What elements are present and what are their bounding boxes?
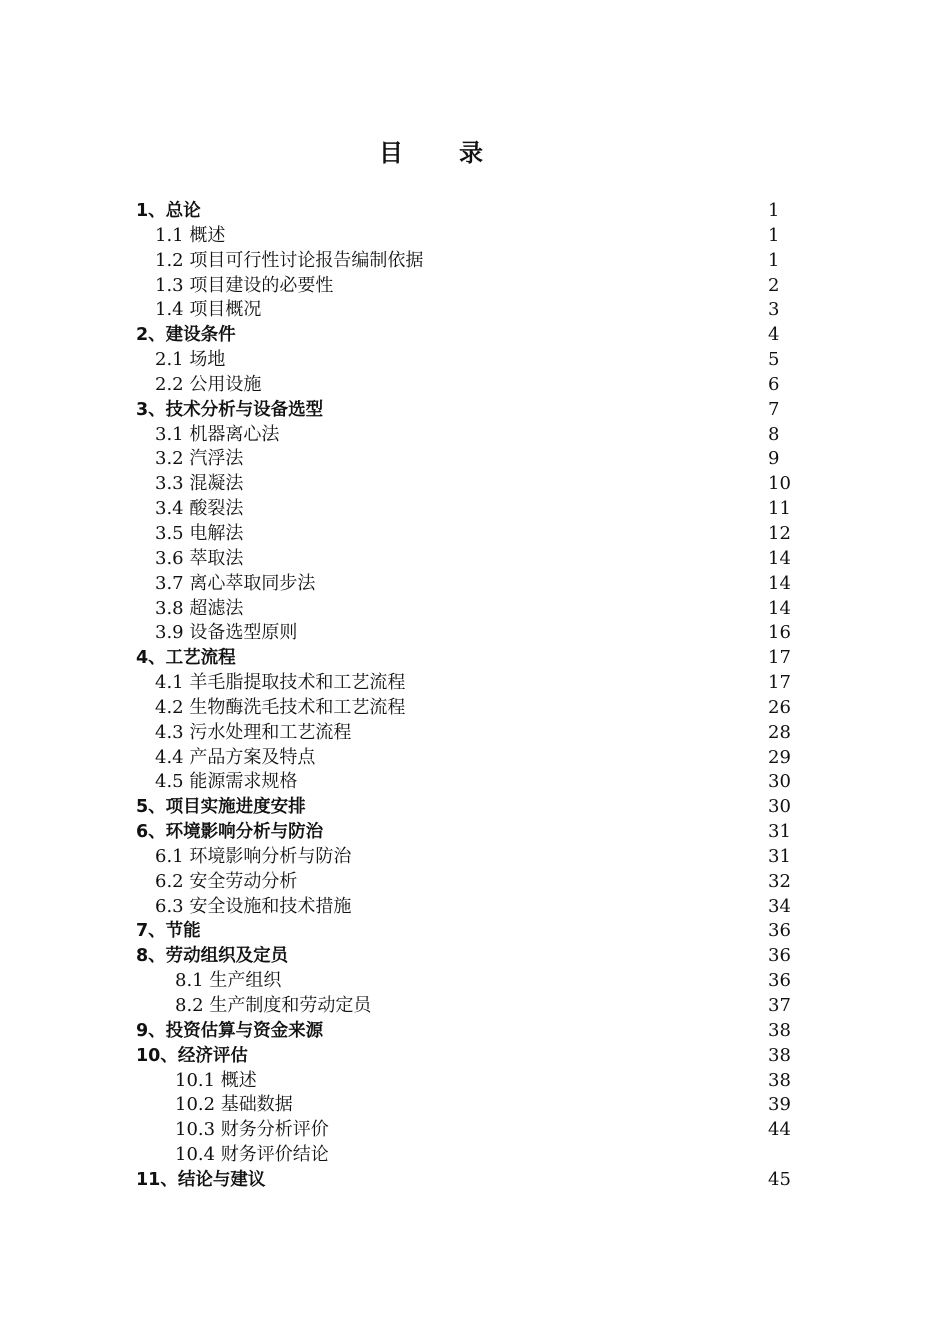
toc-entry-label: 3、技术分析与设备选型 <box>136 399 324 420</box>
toc-entry[interactable] <box>136 423 792 448</box>
toc-entry[interactable] <box>136 298 792 323</box>
toc-entry-label: 2.1 场地 <box>155 349 226 371</box>
toc-entry-page-number: 3 <box>768 299 780 321</box>
toc-entry-label: 3.4 酸裂法 <box>155 498 244 520</box>
toc-entry-label: 4.2 生物酶洗毛技术和工艺流程 <box>155 696 406 718</box>
toc-entry-page-number: 36 <box>768 920 791 942</box>
toc-entry[interactable] <box>136 795 792 820</box>
toc-entry-page-number: 26 <box>768 696 791 718</box>
toc-entry-label: 8.2 生产制度和劳动定员 <box>175 995 372 1016</box>
toc-entry-page-number: 17 <box>768 672 791 694</box>
toc-entry-page-number: 11 <box>768 498 791 520</box>
toc-entry[interactable] <box>136 323 792 348</box>
toc-entry-label: 3.7 离心萃取同步法 <box>155 572 316 594</box>
toc-entry[interactable] <box>136 1019 792 1044</box>
toc-entry-label: 4.1 羊毛脂提取技术和工艺流程 <box>155 672 406 694</box>
toc-entry-page-number: 7 <box>768 398 780 420</box>
toc-entry-page-number: 12 <box>768 522 791 544</box>
toc-entry-page-number: 14 <box>768 547 791 569</box>
toc-entry-label: 10、经济评估 <box>136 1045 248 1066</box>
toc-entry-label: 10.3 财务分析评价 <box>175 1119 329 1141</box>
toc-entry-label: 11、结论与建议 <box>136 1169 266 1190</box>
toc-entry-label: 5、项目实施进度安排 <box>136 797 306 818</box>
toc-entry[interactable] <box>136 969 792 994</box>
toc-entry[interactable] <box>136 994 792 1019</box>
toc-entry-label: 2、建设条件 <box>136 325 236 346</box>
toc-entry-label: 3.1 机器离心法 <box>155 423 280 445</box>
toc-entry[interactable] <box>136 845 792 870</box>
toc-entry[interactable] <box>136 1118 792 1143</box>
toc-entry-page-number: 44 <box>768 1119 791 1141</box>
toc-entry-page-number: 2 <box>768 274 780 296</box>
toc-entry-page-number: 9 <box>768 448 780 470</box>
toc-entry-page-number: 5 <box>768 349 780 371</box>
toc-entry-label: 2.2 公用设施 <box>155 373 262 395</box>
toc-entry-page-number: 4 <box>768 324 780 346</box>
toc-entry-page-number: 38 <box>768 1069 791 1091</box>
toc-entry-page-number: 45 <box>768 1168 791 1190</box>
toc-entry[interactable] <box>136 199 792 224</box>
toc-entry-page-number: 36 <box>768 970 791 992</box>
toc-entry[interactable] <box>136 348 792 373</box>
toc-entry-page-number: 34 <box>768 895 791 917</box>
toc-entry-page-number: 30 <box>768 771 791 793</box>
toc-entry[interactable] <box>136 1093 792 1118</box>
toc-entry-label: 3.5 电解法 <box>155 522 244 544</box>
toc-entry-label: 1.4 项目概况 <box>155 299 262 321</box>
toc-entry-page-number: 17 <box>768 647 791 669</box>
toc-entry-page-number: 1 <box>768 200 780 221</box>
toc-entry[interactable] <box>136 522 792 547</box>
toc-entry[interactable] <box>136 1143 792 1168</box>
table-of-contents <box>136 199 792 1193</box>
toc-entry-page-number: 37 <box>768 995 791 1016</box>
toc-entry-label: 3.6 萃取法 <box>155 547 244 569</box>
toc-entry[interactable] <box>136 224 792 249</box>
toc-entry[interactable] <box>136 746 792 771</box>
toc-entry[interactable] <box>136 497 792 522</box>
toc-entry-page-number: 14 <box>768 572 791 594</box>
toc-entry-page-number: 14 <box>768 597 791 619</box>
toc-entry[interactable] <box>136 274 792 299</box>
toc-entry[interactable] <box>136 1069 792 1094</box>
toc-entry-page-number: 10 <box>768 473 791 495</box>
toc-entry-label: 4、工艺流程 <box>136 648 236 669</box>
toc-entry[interactable] <box>136 696 792 721</box>
toc-entry-page-number: 39 <box>768 1094 791 1116</box>
toc-entry-page-number: 1 <box>768 249 780 271</box>
toc-entry-label: 6、环境影响分析与防治 <box>136 822 324 843</box>
toc-entry-label: 3.8 超滤法 <box>155 597 244 619</box>
page-title <box>0 133 950 168</box>
toc-entry-label: 6.1 环境影响分析与防治 <box>155 845 352 867</box>
toc-entry[interactable] <box>136 447 792 472</box>
toc-entry-label: 1.3 项目建设的必要性 <box>155 274 334 296</box>
toc-entry-label: 7、节能 <box>136 921 201 942</box>
toc-entry-label: 1、总论 <box>136 201 201 221</box>
toc-entry[interactable] <box>136 820 792 845</box>
toc-entry-label: 6.2 安全劳动分析 <box>155 870 298 892</box>
toc-entry-label: 4.5 能源需求规格 <box>155 771 298 793</box>
toc-entry-page-number: 30 <box>768 796 791 818</box>
toc-entry[interactable] <box>136 895 792 920</box>
toc-entry[interactable] <box>136 472 792 497</box>
title-char-2: 录 <box>459 139 483 167</box>
toc-entry-label: 10.4 财务评价结论 <box>175 1144 329 1166</box>
toc-entry[interactable] <box>136 572 792 597</box>
toc-entry-page-number: 36 <box>768 945 791 967</box>
toc-entry[interactable] <box>136 944 792 969</box>
toc-entry-label: 1.2 项目可行性讨论报告编制依据 <box>155 249 424 271</box>
toc-entry-label: 10.2 基础数据 <box>175 1094 293 1116</box>
toc-entry-page-number: 29 <box>768 746 791 768</box>
title-char-1: 目 <box>379 139 403 167</box>
toc-entry-page-number: 38 <box>768 1044 791 1066</box>
toc-entry[interactable] <box>136 870 792 895</box>
toc-entry-label: 1.1 概述 <box>155 224 226 246</box>
toc-entry-page-number: 31 <box>768 845 791 867</box>
toc-entry-page-number: 16 <box>768 622 791 644</box>
toc-entry[interactable] <box>136 646 792 671</box>
toc-entry[interactable] <box>136 1168 792 1193</box>
toc-entry[interactable] <box>136 1044 792 1069</box>
toc-entry[interactable] <box>136 547 792 572</box>
toc-entry-page-number: 38 <box>768 1019 791 1041</box>
toc-entry-label: 9、投资估算与资金来源 <box>136 1020 324 1041</box>
toc-entry-page-number: 6 <box>768 373 780 395</box>
toc-entry[interactable] <box>136 621 792 646</box>
toc-entry-page-number: 1 <box>768 224 780 246</box>
toc-entry-page-number: 32 <box>768 870 791 892</box>
toc-entry[interactable] <box>136 373 792 398</box>
toc-entry[interactable] <box>136 597 792 622</box>
toc-entry-label: 10.1 概述 <box>175 1069 257 1091</box>
toc-entry-page-number: 28 <box>768 721 791 743</box>
toc-entry-label: 3.2 汽浮法 <box>155 448 244 470</box>
toc-entry[interactable] <box>136 398 792 423</box>
toc-entry-label: 4.3 污水处理和工艺流程 <box>155 721 352 743</box>
toc-entry-label: 3.9 设备选型原则 <box>155 622 298 644</box>
toc-entry[interactable] <box>136 919 792 944</box>
toc-entry[interactable] <box>136 249 792 274</box>
toc-entry-label: 8.1 生产组织 <box>175 970 282 992</box>
toc-entry[interactable] <box>136 770 792 795</box>
toc-entry-label: 3.3 混凝法 <box>155 473 244 495</box>
toc-entry[interactable] <box>136 721 792 746</box>
toc-entry-page-number: 31 <box>768 821 791 843</box>
toc-entry-label: 4.4 产品方案及特点 <box>155 746 316 768</box>
toc-entry[interactable] <box>136 671 792 696</box>
toc-entry-label: 8、劳动组织及定员 <box>136 946 289 967</box>
toc-entry-label: 6.3 安全设施和技术措施 <box>155 895 352 917</box>
toc-entry-page-number: 8 <box>768 423 780 445</box>
